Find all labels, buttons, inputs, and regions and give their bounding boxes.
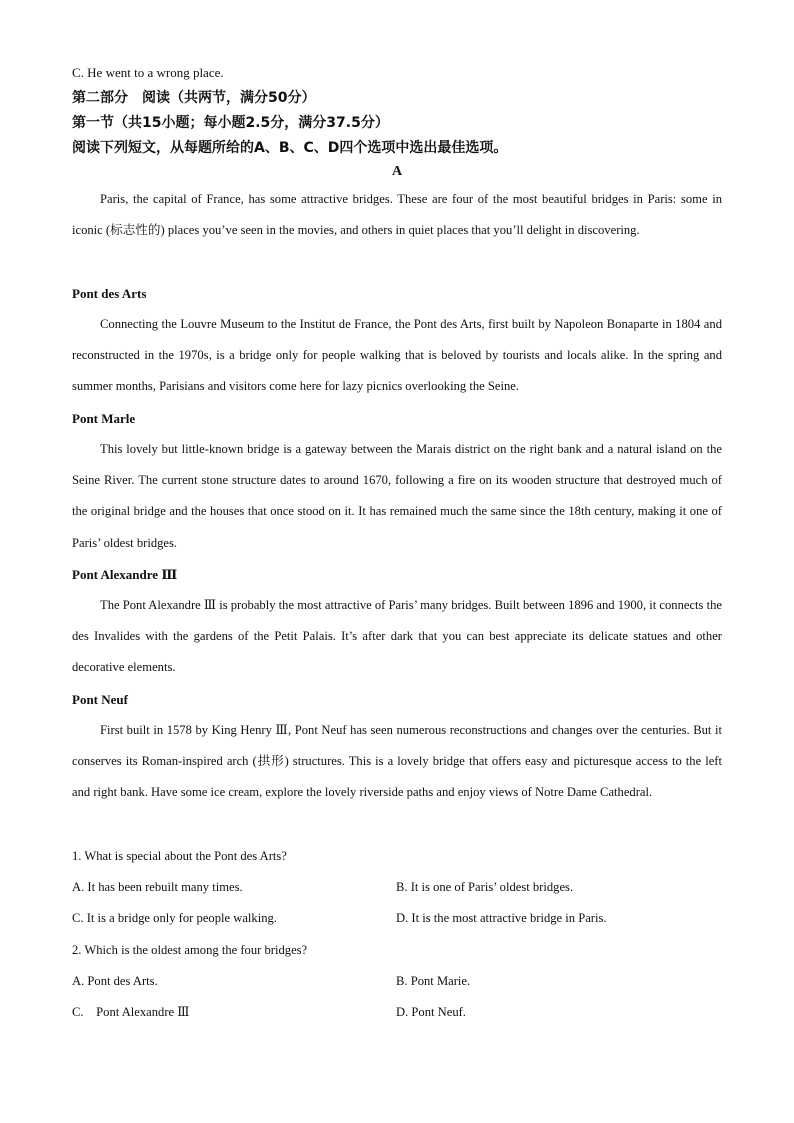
- question-1-option-b: B. It is one of Paris’ oldest bridges.: [396, 880, 574, 894]
- bridge-heading-pont-des-arts: Pont des Arts: [72, 286, 147, 301]
- question-1-option-c: C. It is a bridge only for people walking.: [72, 911, 277, 925]
- bridge-heading-pont-neuf: Pont Neuf: [72, 692, 128, 707]
- section-heading: 第二部分 阅读（共两节，满分50分）: [72, 90, 316, 106]
- question-1-option-a: A. It has been rebuilt many times.: [72, 880, 243, 894]
- previous-question-option: C. He went to a wrong place.: [72, 65, 224, 80]
- question-1-option-d: D. It is the most attractive bridge in Paris.: [396, 911, 607, 925]
- question-2-option-b: B. Pont Marie.: [396, 974, 471, 988]
- paragraph-pont-des-arts: Connecting the Louvre Museum to the Institut de France, the Pont des Arts, first built by Napoleon Bonaparte in 1804 and reconstructed in the 1970s, is a bridge only for people walking that is beloved by tourists and locals alike. In the spring and summer months, Parisians and visitors come here for lazy picnics overlooking the Seine.: [72, 317, 722, 394]
- paragraph-pont-neuf: First built in 1578 by King Henry Ⅲ, Pont Neuf has seen numerous reconstructions and changes over the centuries. But it conserves its Roman-inspired arch (拱形) structures. This is a lovely bridge that offers easy and picturesque access to the left and right bank. Have some ice cream, explore the lovely riverside paths and enjoy views of Notre Dame Cathedral.: [72, 723, 722, 800]
- question-1-stem: 1. What is special about the Pont des Arts?: [72, 849, 287, 863]
- passage-label: A: [391, 164, 403, 179]
- bridge-heading-pont-marle: Pont Marle: [72, 411, 136, 426]
- paragraph-pont-marle: This lovely but little-known bridge is a gateway between the Marais district on the right bank and a natural island on the Seine River. The current stone structure dates to around 1670, following a fire on its wooden structure that destroyed much of the original bridge and the houses that once stood on it. It has remained much the same since the 18th century, making it one of Paris’ oldest bridges.: [72, 442, 722, 550]
- question-2-option-c: C. Pont Alexandre Ⅲ: [72, 1005, 190, 1019]
- bridge-heading-pont-alexandre: Pont Alexandre Ⅲ: [72, 567, 178, 582]
- question-2-option-a: A. Pont des Arts.: [72, 974, 158, 988]
- paragraph-pont-alexandre: The Pont Alexandre Ⅲ is probably the most attractive of Paris’ many bridges. Built between 1896 and 1900, it connects the des Invalides with the gardens of the Petit Palais. It’s after dark that you can best appreciate its delicate statues and other decorative elements.: [72, 598, 722, 675]
- intro-paragraph: Paris, the capital of France, has some attractive bridges. These are four of the most beautiful bridges in Paris: some in iconic (标志性的) places you’ve seen in the movies, and others in quiet places that you’ll delight in discovering.: [72, 192, 722, 238]
- question-2-option-d: D. Pont Neuf.: [396, 1005, 466, 1019]
- subsection-heading: 第一节（共15小题；每小题2.5分，满分37.5分）: [72, 115, 389, 131]
- question-2-stem: 2. Which is the oldest among the four bridges?: [72, 943, 308, 957]
- reading-instructions: 阅读下列短文，从每题所给的A、B、C、D四个选项中选出最佳选项。: [72, 140, 508, 156]
